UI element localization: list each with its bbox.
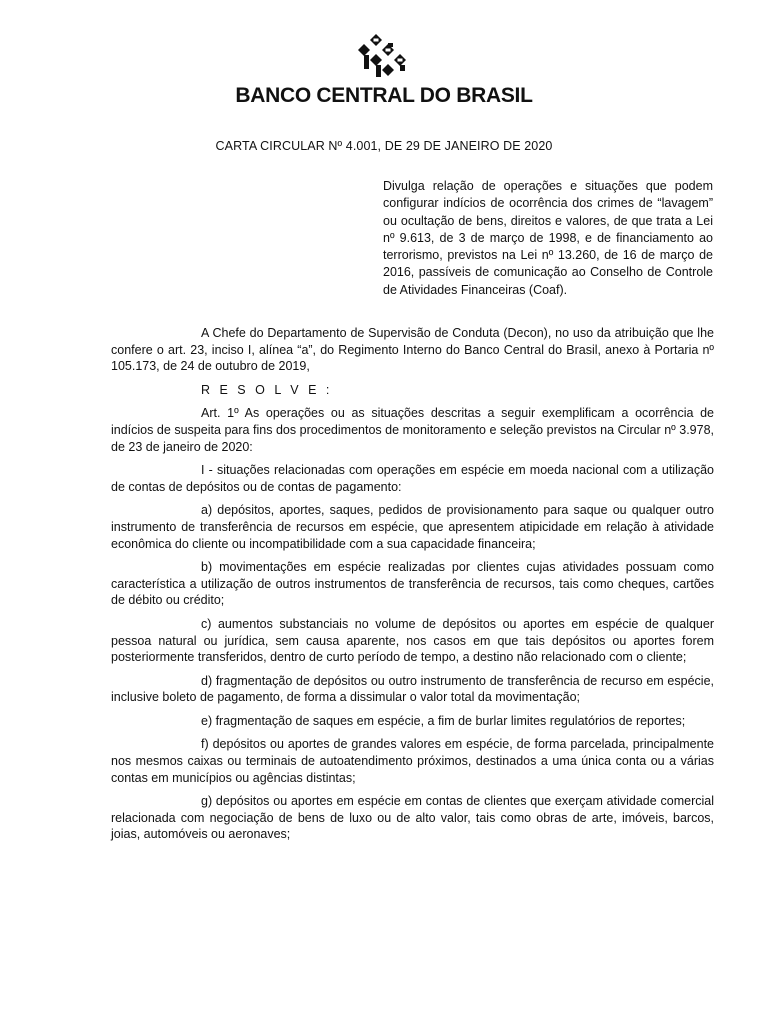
preamble: A Chefe do Departamento de Supervisão de Conduta (Decon), no uso da atribuição que lhe confere o art. 23, inciso I, alínea “a”, do Regimento Interno do Banco Central do Brasil, anexo à Portaria nº 105.173, de 24 de outubro de 2019, <box>111 326 714 374</box>
alinea-c: c) aumentos substanciais no volume de depósitos ou aportes em espécie de qualquer pessoa natural ou jurídica, sem causa aparente, nos casos em que tais depósitos ou aportes forem posteriormente transferidos, dentro de curto período de tempo, a destino não relacionado com o cliente; <box>111 616 714 665</box>
alinea-d: d) fragmentação de depósitos ou outro instrumento de transferência de recurso em espécie, inclusive boleto de pagamento, de forma a dissimular o valor total da movimentação; <box>111 673 714 705</box>
document-body <box>111 325 714 850</box>
resolve-heading: R E S O L V E : <box>201 382 333 397</box>
institution-name: BANCO CENTRAL DO BRASIL <box>235 84 533 107</box>
ementa: Divulga relação de operações e situações que podem configurar indícios de ocorrência dos crimes de “lavagem” ou ocultação de bens, direitos e valores, de que trata a Lei nº 9.613, de 3 de março de 1998, e de financiamento ao terrorismo, previstos na Lei nº 13.260, de 16 de março de 2016, passíveis de comunicação ao Conselho de Controle de Atividades Financeiras (Coaf). <box>383 179 713 297</box>
bcb-logo-icon <box>358 34 410 78</box>
document-title: CARTA CIRCULAR Nº 4.001, DE 29 DE JANEIRO DE 2020 <box>215 139 553 153</box>
alinea-a: a) depósitos, aportes, saques, pedidos de provisionamento para saque ou qualquer outro instrumento de transferência de recursos em espécie, que apresentem atipicidade em relação à atividade econômica do cliente ou incompatibilidade com a sua capacidade financeira; <box>111 503 714 551</box>
alinea-e: e) fragmentação de saques em espécie, a fim de burlar limites regulatórios de reportes; <box>201 713 686 728</box>
inciso-1: I - situações relacionadas com operações em espécie em moeda nacional com a utilização de contas de depósitos ou de contas de pagamento: <box>111 463 714 494</box>
alinea-f: f) depósitos ou aportes de grandes valores em espécie, de forma parcelada, principalmente nos mesmos caixas ou terminais de autoatendimento próximos, destinados a uma única conta ou a várias contas em municípios ou agências distintas; <box>111 737 714 785</box>
article-1: Art. 1º As operações ou as situações descritas a seguir exemplificam a ocorrência de indícios de suspeita para fins dos procedimentos de monitoramento e seleção previstos na Circular nº 3.978, de 23 de janeiro de 2020: <box>111 406 714 454</box>
alinea-b: b) movimentações em espécie realizadas por clientes cujas atividades possuam como característica a utilização de outros instrumentos de transferência de recursos, tais como cheques, cartões de débito ou crédito; <box>111 560 714 608</box>
alinea-g: g) depósitos ou aportes em espécie em contas de clientes que exerçam atividade comercial relacionada com negociação de bens de luxo ou de alto valor, tais como obras de arte, imóveis, barcos, joias, automóveis ou aeronaves; <box>111 794 714 842</box>
